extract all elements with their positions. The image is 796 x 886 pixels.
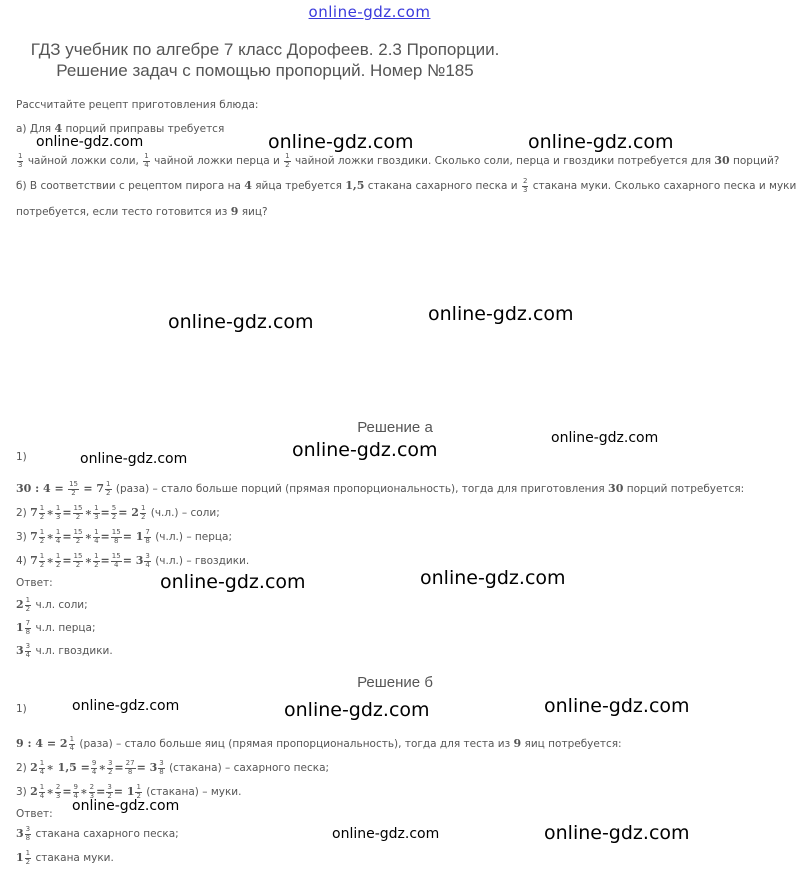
- solution-b-answer-label: Ответ:: [16, 808, 53, 820]
- watermark: online-gdz.com: [428, 303, 574, 325]
- watermark: online-gdz.com: [160, 571, 306, 593]
- solution-a-answer-1: 2 $\frac{1}{2}$ ч.л. соли;: [16, 596, 88, 613]
- watermark: online-gdz.com: [292, 439, 438, 461]
- page-title-line-1: ГДЗ учебник по алгебре 7 класс Дорофеев. 2.3 Пропорции.: [30, 40, 500, 59]
- problem-b-line-2: потребуется, если тесто готовится из 9 яиц?: [16, 205, 268, 218]
- watermark: online-gdz.com: [420, 567, 566, 589]
- solution-a-line-2: 2) 7 $\frac{1}{2}$ ∗ $\frac{1}{3}$ = $\frac{15}{2}$ ∗ $\frac{1}{3}$ = $\frac{5}{2}$ = 2 $\frac{1}{2}$ (ч.л.) – соли;: [16, 504, 220, 521]
- watermark: online-gdz.com: [268, 131, 414, 153]
- problem-intro: Рассчитайте рецепт приготовления блюда:: [16, 99, 259, 111]
- solution-b-line-3: 3) 2 $\frac{1}{4}$ ∗ $\frac{2}{3}$ = $\frac{9}{4}$ ∗ $\frac{2}{3}$ = $\frac{3}{2}$ = 1 $\frac{1}{2}$ (стакана) – муки.: [16, 783, 242, 800]
- solution-a-line-1: 30 : 4 = $\frac{15}{2}$ = 7 $\frac{1}{2}$ (раза) – стало больше порций (прямая пропорциональность), тогда для приготовления 30 порций потребуется:: [16, 480, 745, 497]
- solution-a-step-label: 1): [16, 451, 27, 463]
- watermark: online-gdz.com: [551, 430, 659, 446]
- solution-a-heading: Решение а: [357, 419, 433, 436]
- page-title-line-2: Решение задач с помощью пропорций. Номер №185: [56, 61, 474, 80]
- watermark: online-gdz.com: [528, 131, 674, 153]
- solution-a-answer-2: 1 $\frac{7}{8}$ ч.л. перца;: [16, 619, 96, 636]
- solution-a-answer-label: Ответ:: [16, 577, 53, 589]
- watermark: online-gdz.com: [544, 695, 690, 717]
- solution-b-line-1: 9 : 4 = 2 $\frac{1}{4}$ (раза) – стало больше яиц (прямая пропорциональность), тогда для теста из 9 яиц потребуется:: [16, 735, 622, 752]
- watermark: online-gdz.com: [72, 798, 180, 814]
- solution-b-line-2: 2) 2 $\frac{1}{4}$ ∗ 1,5 = $\frac{9}{4}$ ∗ $\frac{3}{2}$ = $\frac{27}{8}$ = 3 $\frac{3}{8}$ (стакана) – сахарного песка;: [16, 759, 330, 776]
- watermark: online-gdz.com: [168, 311, 314, 333]
- watermark: online-gdz.com: [80, 451, 188, 467]
- watermark: online-gdz.com: [544, 822, 690, 844]
- watermark: online-gdz.com: [36, 134, 144, 150]
- problem-a-line-1: а) Для 4 порций приправы требуется: [16, 122, 225, 135]
- problem-b-line-1: б) В соответствии с рецептом пирога на 4 яйца требуется 1,5 стакана сахарного песка и $\frac{2}{3}$ стакана муки. Сколько сахарного песка и муки: [16, 177, 796, 194]
- solution-a-line-3: 3) 7 $\frac{1}{2}$ ∗ $\frac{1}{4}$ = $\frac{15}{2}$ ∗ $\frac{1}{4}$ = $\frac{15}{8}$ = 1 $\frac{7}{8}$ (ч.л.) – перца;: [16, 528, 233, 545]
- solution-b-heading: Решение б: [357, 674, 433, 691]
- watermark: online-gdz.com: [284, 699, 430, 721]
- site-link[interactable]: online-gdz.com: [308, 3, 431, 21]
- solution-b-answer-2: 1 $\frac{1}{2}$ стакана муки.: [16, 849, 114, 866]
- solution-b-answer-1: 3 $\frac{3}{8}$ стакана сахарного песка;: [16, 825, 179, 842]
- solution-a-answer-3: 3 $\frac{3}{4}$ ч.л. гвоздики.: [16, 642, 113, 659]
- problem-a-line-2: $\frac{1}{3}$ чайной ложки соли, $\frac{1}{4}$ чайной ложки перца и $\frac{1}{2}$ чайной ложки гвоздики. Сколько соли, перца и гвоздики потребуется для 30 порций?: [18, 152, 780, 169]
- solution-b-step-label: 1): [16, 703, 27, 715]
- watermark: online-gdz.com: [72, 698, 180, 714]
- solution-a-line-4: 4) 7 $\frac{1}{2}$ ∗ $\frac{1}{2}$ = $\frac{15}{2}$ ∗ $\frac{1}{2}$ = $\frac{15}{4}$ = 3 $\frac{3}{4}$ (ч.л.) – гвоздики.: [16, 552, 250, 569]
- watermark: online-gdz.com: [332, 826, 440, 842]
